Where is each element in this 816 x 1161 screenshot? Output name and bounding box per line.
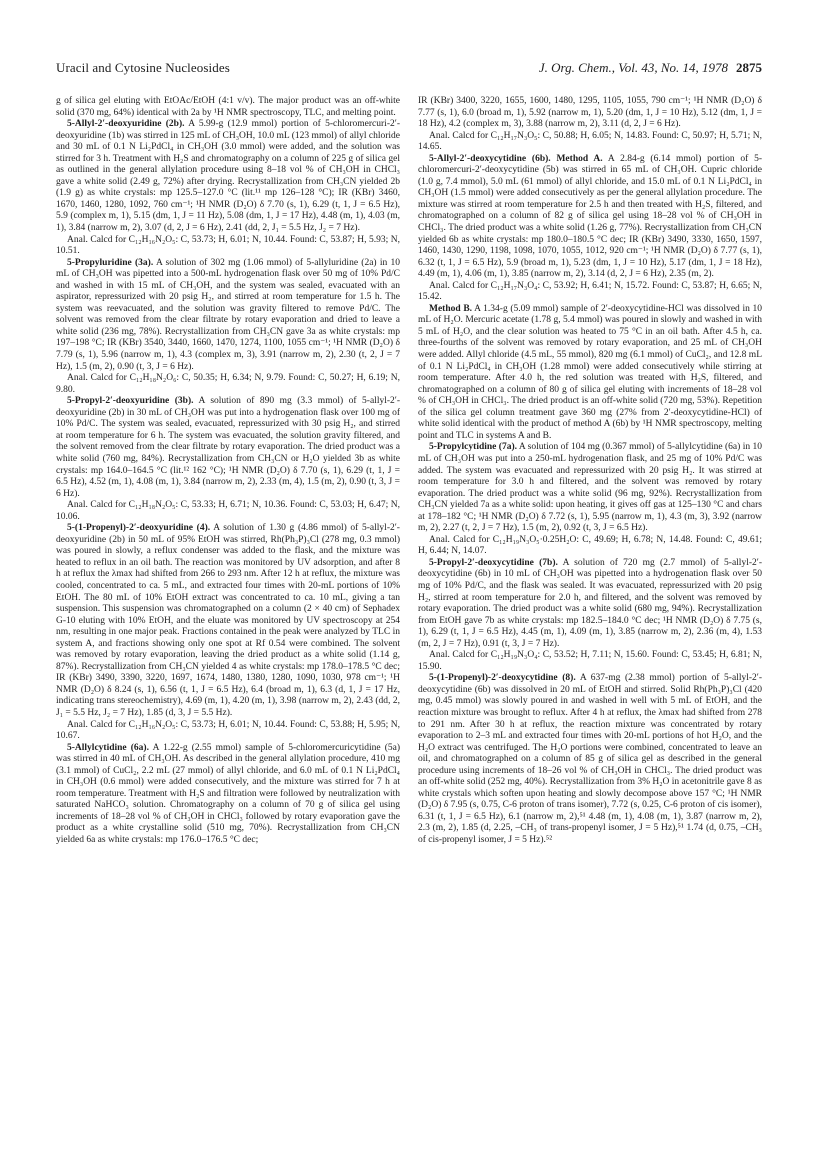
compound-heading: 5-Propyluridine (3a). xyxy=(67,257,154,268)
analysis-paragraph xyxy=(418,650,762,673)
paragraph-text: A 5.99-g (12.9 mmol) portion of 5-chloromercuri-2′-deoxyuridine (1b) was stirred in 125 mL of CH₃OH, 10.0 mL (123 mmol) of allyl chloride and 30 mL of 0.1 N Li₂PdCl₄ in CH₃OH (3.0 mmol) were added, and the solution was stirred for 3 h. Treatment with H₂S and chromatography on a column of 225 g of silica gel as outlined in the general allylation procedure using 8–18 vol % of CH₃OH in CHCl₃ gave a white solid (2.49 g, 72%) after drying. Recrystallization from CH₃CN yielded 2b (1.9 g) as white crystals: mp 125.5–127.0 °C (lit.¹¹ mp 126–128 °C); IR (KBr) 3460, 1670, 1460, 1280, 1092, 760 cm⁻¹; ¹H NMR (D₂O) δ 7.70 (s, 1), 6.29 (t, 1, J = 6.5 Hz), 5.9 (complex m, 1), 5.15 (dm, 1, J = 11 Hz), 5.08 (dm, 1, J = 17 Hz), 4.48 (m, 1), 4.03 (m, 1), 3.84 (narrow m, 2), 3.07 (d, 2, J = 6 Hz), 2.41 (dd, 2, J₁ = 5.5 Hz, J₂ = 7 Hz). xyxy=(56,119,400,234)
paragraph-text: A solution of 890 mg (3.3 mmol) of 5-allyl-2′-deoxyuridine (2b) in 30 mL of CH₃OH was put into a hydrogenation flask over 100 mg of 10% Pd/C. The system was sealed, evacuated, repressurized with 30 psig H₂, and stirred at room temperature for 6 h. The system was evacuated, the solution gravity filtered, and the solvent removed from the clear filtrate by rotary evaporation. The dried product was a white solid (760 mg, 84%). Recrystallization from CH₃CN or H₂O yielded 3b as white crystals: mp 164.0–164.5 °C (lit.¹² 162 °C); ¹H NMR (D₂O) δ 7.70 (s, 1), 6.29 (t, 1, J = 6.5 Hz), 4.52 (m, 1), 4.08 (m, 1), 3.84 (narrow m, 2), 2.33 (m, 4), 1.5 (m, 2), 0.90 (t, 3, J = 6 Hz). xyxy=(56,396,400,499)
analysis-paragraph xyxy=(56,235,400,258)
paragraph-text: Anal. Calcd for C₁₂H₁₇N₃O₅: C, 50.88; H, 6.05; N, 14.83. Found: C, 50.97; H, 5.71; N, 14.65. xyxy=(418,130,762,153)
paragraph-text: Anal. Calcd for C₁₂H₁₆N₂O₅: C, 53.73; H, 6.01; N, 10.44. Found: C, 53.88; H, 5.95; N, 10.67. xyxy=(56,719,400,742)
right-column xyxy=(418,96,762,1136)
compound-heading: 5-Propyl-2′-deoxycytidine (7b). xyxy=(429,557,558,568)
compound-heading: 5-Allyl-2′-deoxyuridine (2b). xyxy=(67,119,185,130)
compound-heading: Method B. xyxy=(429,303,473,314)
compound-heading: 5-Allyl-2′-deoxycytidine (6b). Method A. xyxy=(429,153,603,164)
continuation-paragraph xyxy=(418,96,762,131)
procedure-paragraph xyxy=(56,258,400,373)
paragraph-text: g of silica gel eluting with EtOAc/EtOH (4:1 v/v). The major product was an off-white solid (370 mg, 64%) identical with 2a by ¹H NMR spectroscopy, TLC, and melting point. xyxy=(56,96,400,118)
page-number: 2875 xyxy=(736,60,762,75)
analysis-paragraph xyxy=(418,131,762,154)
journal-citation xyxy=(539,60,762,76)
paragraph-text: A solution of 302 mg (1.06 mmol) of 5-allyluridine (2a) in 10 mL of CH₃OH was pipetted into a 500-mL hydrogenation flask over 50 mg of 10% Pd/C and washed in with 15 mL of CH₃OH, and the system was sealed, evacuated with an aspirator, repressurized with 20 psig H₂, and stirred at room temperature for 1.5 h. The system was reevacuated, and the solution was gravity filtered to remove Pd/C. The solvent was removed from the clear filtrate by rotary evaporation and dried to leave a white solid (236 mg, 78%). Recrystallization from CH₃CN gave 3a as white crystals: mp 197–198 °C; IR (KBr) 3540, 3440, 1660, 1470, 1274, 1100, 1055 cm⁻¹; ¹H NMR (D₂O) δ 7.79 (s, 1), 5.96 (narrow m, 1), 4.3 (complex m, 3), 3.91 (narrow m, 2), 2.30 (t, 2, J = 7 Hz), 1.5 (m, 2), 0.90 (t, 3, J = 6 Hz). xyxy=(56,257,400,372)
compound-heading: 5-Propylcytidine (7a). xyxy=(429,442,517,453)
running-title: Uracil and Cytosine Nucleosides xyxy=(56,60,230,75)
analysis-paragraph xyxy=(56,500,400,523)
procedure-paragraph xyxy=(418,304,762,443)
analysis-paragraph xyxy=(56,720,400,743)
procedure-paragraph xyxy=(56,396,400,500)
analysis-paragraph xyxy=(56,373,400,396)
paragraph-text: Anal. Calcd for C₁₂H₁₆N₂O₅: C, 53.73; H, 6.01; N, 10.44. Found: C, 53.87; H, 5.93; N, 10.51. xyxy=(56,234,400,257)
compound-heading: 5-(1-Propenyl)-2′-deoxyuridine (4). xyxy=(67,523,211,534)
paragraph-text: Anal. Calcd for C₁₂H₁₉N₃O₅·0.25H₂O: C, 49.69; H, 6.78; N, 14.48. Found: C, 49.61; H, 6.44; N, 14.07. xyxy=(418,534,762,557)
procedure-paragraph xyxy=(56,119,400,234)
body-columns xyxy=(56,96,762,1136)
paragraph-text: Anal. Calcd for C₁₂H₁₉N₃O₄: C, 53.52; H, 7.11; N, 15.60. Found: C, 53.45; H, 6.81; N, 15.90. xyxy=(418,650,762,672)
compound-heading: 5-Allylcytidine (6a). xyxy=(67,742,149,753)
procedure-paragraph xyxy=(418,558,762,650)
compound-heading: 5-(1-Propenyl)-2′-deoxycytidine (8). xyxy=(429,673,576,684)
paragraph-text: Anal. Calcd for C₁₂H₁₈N₂O₅: C, 53.33; H, 6.71; N, 10.36. Found: C, 53.03; H, 6.47; N, 10.06. xyxy=(56,500,400,522)
running-head xyxy=(56,60,762,82)
analysis-paragraph xyxy=(418,535,762,558)
paragraph-text: A 1.22-g (2.55 mmol) sample of 5-chloromercuricytidine (5a) was stirred in 40 mL of CH₃OH. As described in the general allylation procedure, 410 mg (3.1 mmol) of CuCl₂, 2.2 mL (27 mmol) of allyl chloride, and 6.0 mL of 0.1 N Li₂PdCl₄ in CH₃OH (0.6 mmol) were added consecutively, and the mixture was stirred for 7 h at room temperature. Treatment with H₂S and filtration were followed by neutralization with saturated NaHCO₃ solution. Chromatography on a column of 70 g of silica gel using increments of 18–28 vol % of CH₃OH in CHCl₃ followed by rotary evaporation gave the product as a white crystalline solid (510 mg, 70%). Recrystallization from CH₃CN yielded 6a as white crystals: mp 176.0–176.5 °C dec; xyxy=(56,742,400,845)
paragraph-text: Anal. Calcd for C₁₂H₁₇N₃O₄: C, 53.92; H, 6.41; N, 15.72. Found: C, 53.87; H, 6.65; N, 15.42. xyxy=(418,280,762,303)
compound-heading: 5-Propyl-2′-deoxyuridine (3b). xyxy=(67,396,194,407)
journal-reference: J. Org. Chem., Vol. 43, No. 14, 1978 xyxy=(538,60,728,75)
paragraph-text: A solution of 104 mg (0.367 mmol) of 5-allylcytidine (6a) in 10 mL of CH₃OH was put into a 250-mL hydrogenation flask, and 25 mg of 10% Pd/C was added. The system was evacuated and repressurized with 20 psig H₂. It was stirred at room temperature for 3.0 h and filtered, and the solvent was removed by rotary evaporation. The dried product was a white solid (96 mg, 92%). Recrystallization from CH₃CN yielded 7a as a white solid: upon heating, it gives off gas at 125–130 °C and chars at 178–182 °C; ¹H NMR (D₂O) δ 7.72 (s, 1), 5.95 (narrow m, 1), 4.3 (m, 3), 3.92 (narrow m, 2), 2.27 (t, 2, J = 7 Hz), 1.5 (m, 2), 0.92 (t, 3, J = 6.5 Hz). xyxy=(418,442,762,534)
procedure-paragraph xyxy=(56,523,400,719)
procedure-paragraph xyxy=(56,743,400,847)
analysis-paragraph xyxy=(418,281,762,304)
paragraph-text: IR (KBr) 3400, 3220, 1655, 1600, 1480, 1295, 1105, 1055, 790 cm⁻¹; ¹H NMR (D₂O) δ 7.77 (s, 1), 6.0 (broad m, 1), 5.92 (narrow m, 1), 5.20 (dm, 1, J = 10 Hz), 5.12 (dm, 1, J = 18 Hz), 4.2 (complex m, 3), 3.88 (narrow m, 2), 3.11 (d, 2, J = 6 Hz). xyxy=(418,96,762,130)
paragraph-text: A solution of 1.30 g (4.86 mmol) of 5-allyl-2′-deoxyuridine (2b) in 50 mL of 95% EtOH was stirred, Rh(Ph₃P)₃Cl (278 mg, 0.3 mmol) was poured in slowly, a reflux condenser was added to the flask, and the mixture was heated to reflux in an oil bath. The reaction was monitored by UV adsorption, and after 8 h at reflux the λmax had shifted from 266 to 293 nm. After 12 h at reflux, the mixture was cooled, concentrated to ca. 5 mL, and extracted four times with 20-mL portions of 10% EtOH. The 80 mL of 10% EtOH extract was concentrated to ca. 10 mL, giving a tan suspension. This suspension was chromatographed on a column (2 × 40 cm) of Sephadex G-10 eluting with 10% EtOH, and the eluate was monitored by UV spectroscopy at 254 nm, resulting in one major peak. Fractions contained in the peak were analyzed by TLC in system A, and fractions showing only one spot at Rf 0.54 were combined. The solvent was removed by rotary evaporation, leaving the dried product as a white solid (1.14 g, 87%). Recrystallization from CH₃CN yielded 4 as white crystals: mp 178.0–178.5 °C dec; IR (KBr) 3490, 3390, 3220, 1697, 1674, 1480, 1380, 1280, 1090, 1030, 978 cm⁻¹; ¹H NMR (D₂O) δ 8.24 (s, 1), 6.56 (t, 1, J = 6.5 Hz), 6.4 (broad m, 1), 6.3 (d, 1, J = 17 Hz, indicating trans stereochemistry), 4.69 (m, 1), 4.20 (m, 1), 3.98 (narrow m, 2), 2.43 (dd, 2, J₁ = 5.5 Hz, J₂ = 7 Hz), 1.85 (d, 3, J = 5.5 Hz). xyxy=(56,523,400,718)
continuation-paragraph xyxy=(56,96,400,119)
procedure-paragraph xyxy=(418,673,762,846)
left-column xyxy=(56,96,400,1136)
paragraph-text: Anal. Calcd for C₁₂H₁₈N₂O₆: C, 50.35; H, 6.34; N, 9.79. Found: C, 50.27; H, 6.19; N, 9.80. xyxy=(56,373,400,395)
paragraph-text: A solution of 720 mg (2.7 mmol) of 5-allyl-2′-deoxycytidine (6b) in 10 mL of CH₃OH was pipetted into a hydrogenation flask over 50 mg of 10% Pd/C, and the flask was sealed. It was evacuated, repressurized with 20 psig H₂, stirred at room temperature for 2.0 h, and filtered, and the solvent was removed by rotary evaporation. The dried product was a white solid (680 mg, 94%). Recrystallization from EtOH gave 7b as white crystals: mp 182.5–184.0 °C dec; ¹H NMR (D₂O) δ 7.75 (s, 1), 6.29 (t, 1, J = 6.5 Hz), 4.45 (m, 1), 4.09 (m, 1), 3.85 (narrow m, 2), 2.36 (m, 4), 1.53 (m, 2, J = 7 Hz), 0.91 (t, 3, J = 7 Hz). xyxy=(418,557,762,649)
paragraph-text: A 637-mg (2.38 mmol) portion of 5-allyl-2′-deoxycytidine (6b) was dissolved in 20 mL of EtOH and stirred. Solid Rh(Ph₃P)₃Cl (420 mg, 0.45 mmol) was slowly poured in and washed in well with 5 mL of EtOH, and the reaction mixture was brought to reflux. After 4 h at reflux, the λmax had shifted from 278 to 291 nm. After 30 h at reflux, the reaction mixture was concentrated by rotary evaporation to 2–3 mL and extracted four times with 20-mL portions of hot H₂O, and the H₂O extract was centrifuged. The H₂O portions were combined, concentrated to leave an oil, and chromatographed on a column of 85 g of silica gel as described in the general procedure using increments of 18–26 vol % of CH₃OH in CHCl₃. The dried product was an off-white solid (252 mg, 40%). Recrystallization from 3% H₂O in acetonitrile gave 8 as white crystals which soften upon heating and slowly decompose above 157 °C; ¹H NMR (D₂O) δ 7.95 (s, 0.75, C-6 proton of trans isomer), 7.72 (s, 0.25, C-6 proton of cis isomer), 6.31 (t, 1, J = 6.5 Hz), 6.1 (narrow m, 2),⁵¹ 4.48 (m, 1), 4.08 (m, 1), 3.87 (narrow m, 2), 2.3 (m, 2), 1.85 (d, 2.25, –CH₃ of trans-propenyl isomer, J = 5 Hz),⁵¹ 1.74 (d, 0.75, –CH₃ of cis-propenyl isomer, J = 5 Hz).⁵² xyxy=(418,673,762,845)
procedure-paragraph xyxy=(418,442,762,534)
procedure-paragraph xyxy=(418,154,762,281)
paragraph-text: A 2.84-g (6.14 mmol) portion of 5-chloromercuri-2′-deoxycytidine (5b) was stirred in 65 mL of CH₃OH. Cupric chloride (1.0 g, 7.4 mmol), 5.0 mL (61 mmol) of allyl chloride, and 15.0 mL of 0.1 N Li₂PdCl₄ in CH₃OH (1.5 mmol) were added consecutively as per the general allylation procedure. The mixture was stirred at room temperature for 2.5 h and then treated with H₂S, filtered, and chromatographed on a column of 82 g of silica gel using 18–28 vol % of CH₃OH in CHCl₃. The dried product was a white solid (1.26 g, 77%). Recrystallization from CH₃CN yielded 6b as white crystals: mp 180.0–180.5 °C dec; IR (KBr) 3490, 3330, 1650, 1597, 1460, 1430, 1290, 1198, 1098, 1070, 1055, 1012, 920 cm⁻¹; ¹H NMR (D₂O) δ 7.77 (s, 1), 6.32 (t, 1, J = 6.5 Hz), 5.9 (broad m, 1), 5.23 (dm, 1, J = 10 Hz), 5.17 (dm, 1, J = 18 Hz), 4.49 (m, 1), 4.06 (m, 1), 3.85 (narrow m, 2), 3.14 (d, 2, J = 6 Hz), 2.35 (m, 2). xyxy=(418,153,762,280)
paragraph-text: A 1.34-g (5.09 mmol) sample of 2′-deoxycytidine-HCl was dissolved in 10 mL of H₂O. Mercuric acetate (1.78 g, 5.4 mmol) was poured in slowly and washed in with 5 mL of H₂O, and the clear solution was heated to 75 °C in an oil bath. After 4.5 h, ca. three-fourths of the solvent was removed by rotary evaporation, and 25 mL of CH₃OH were added. Allyl chloride (4.5 mL, 55 mmol), 820 mg (6.1 mmol) of CuCl₂, and 12.8 mL of 0.1 N Li₂PdCl₄ in CH₃OH (1.28 mmol) were added consecutively while stirring at room temperature. After 4.0 h, the red solution was treated with H₂S, filtered, and chromatographed on a column of 80 g of silica gel eluting with increments of 18–28 vol % of CH₃OH in CHCl₃. The dried product is an off-white solid (720 mg, 53%). Repetition of the silica gel column treatment gave 360 mg (27% from 2′-deoxycytidine-HCl) of white solid identical with the product of method A (6b) by ¹H NMR spectroscopy, melting point and TLC in systems A and B. xyxy=(418,303,762,441)
